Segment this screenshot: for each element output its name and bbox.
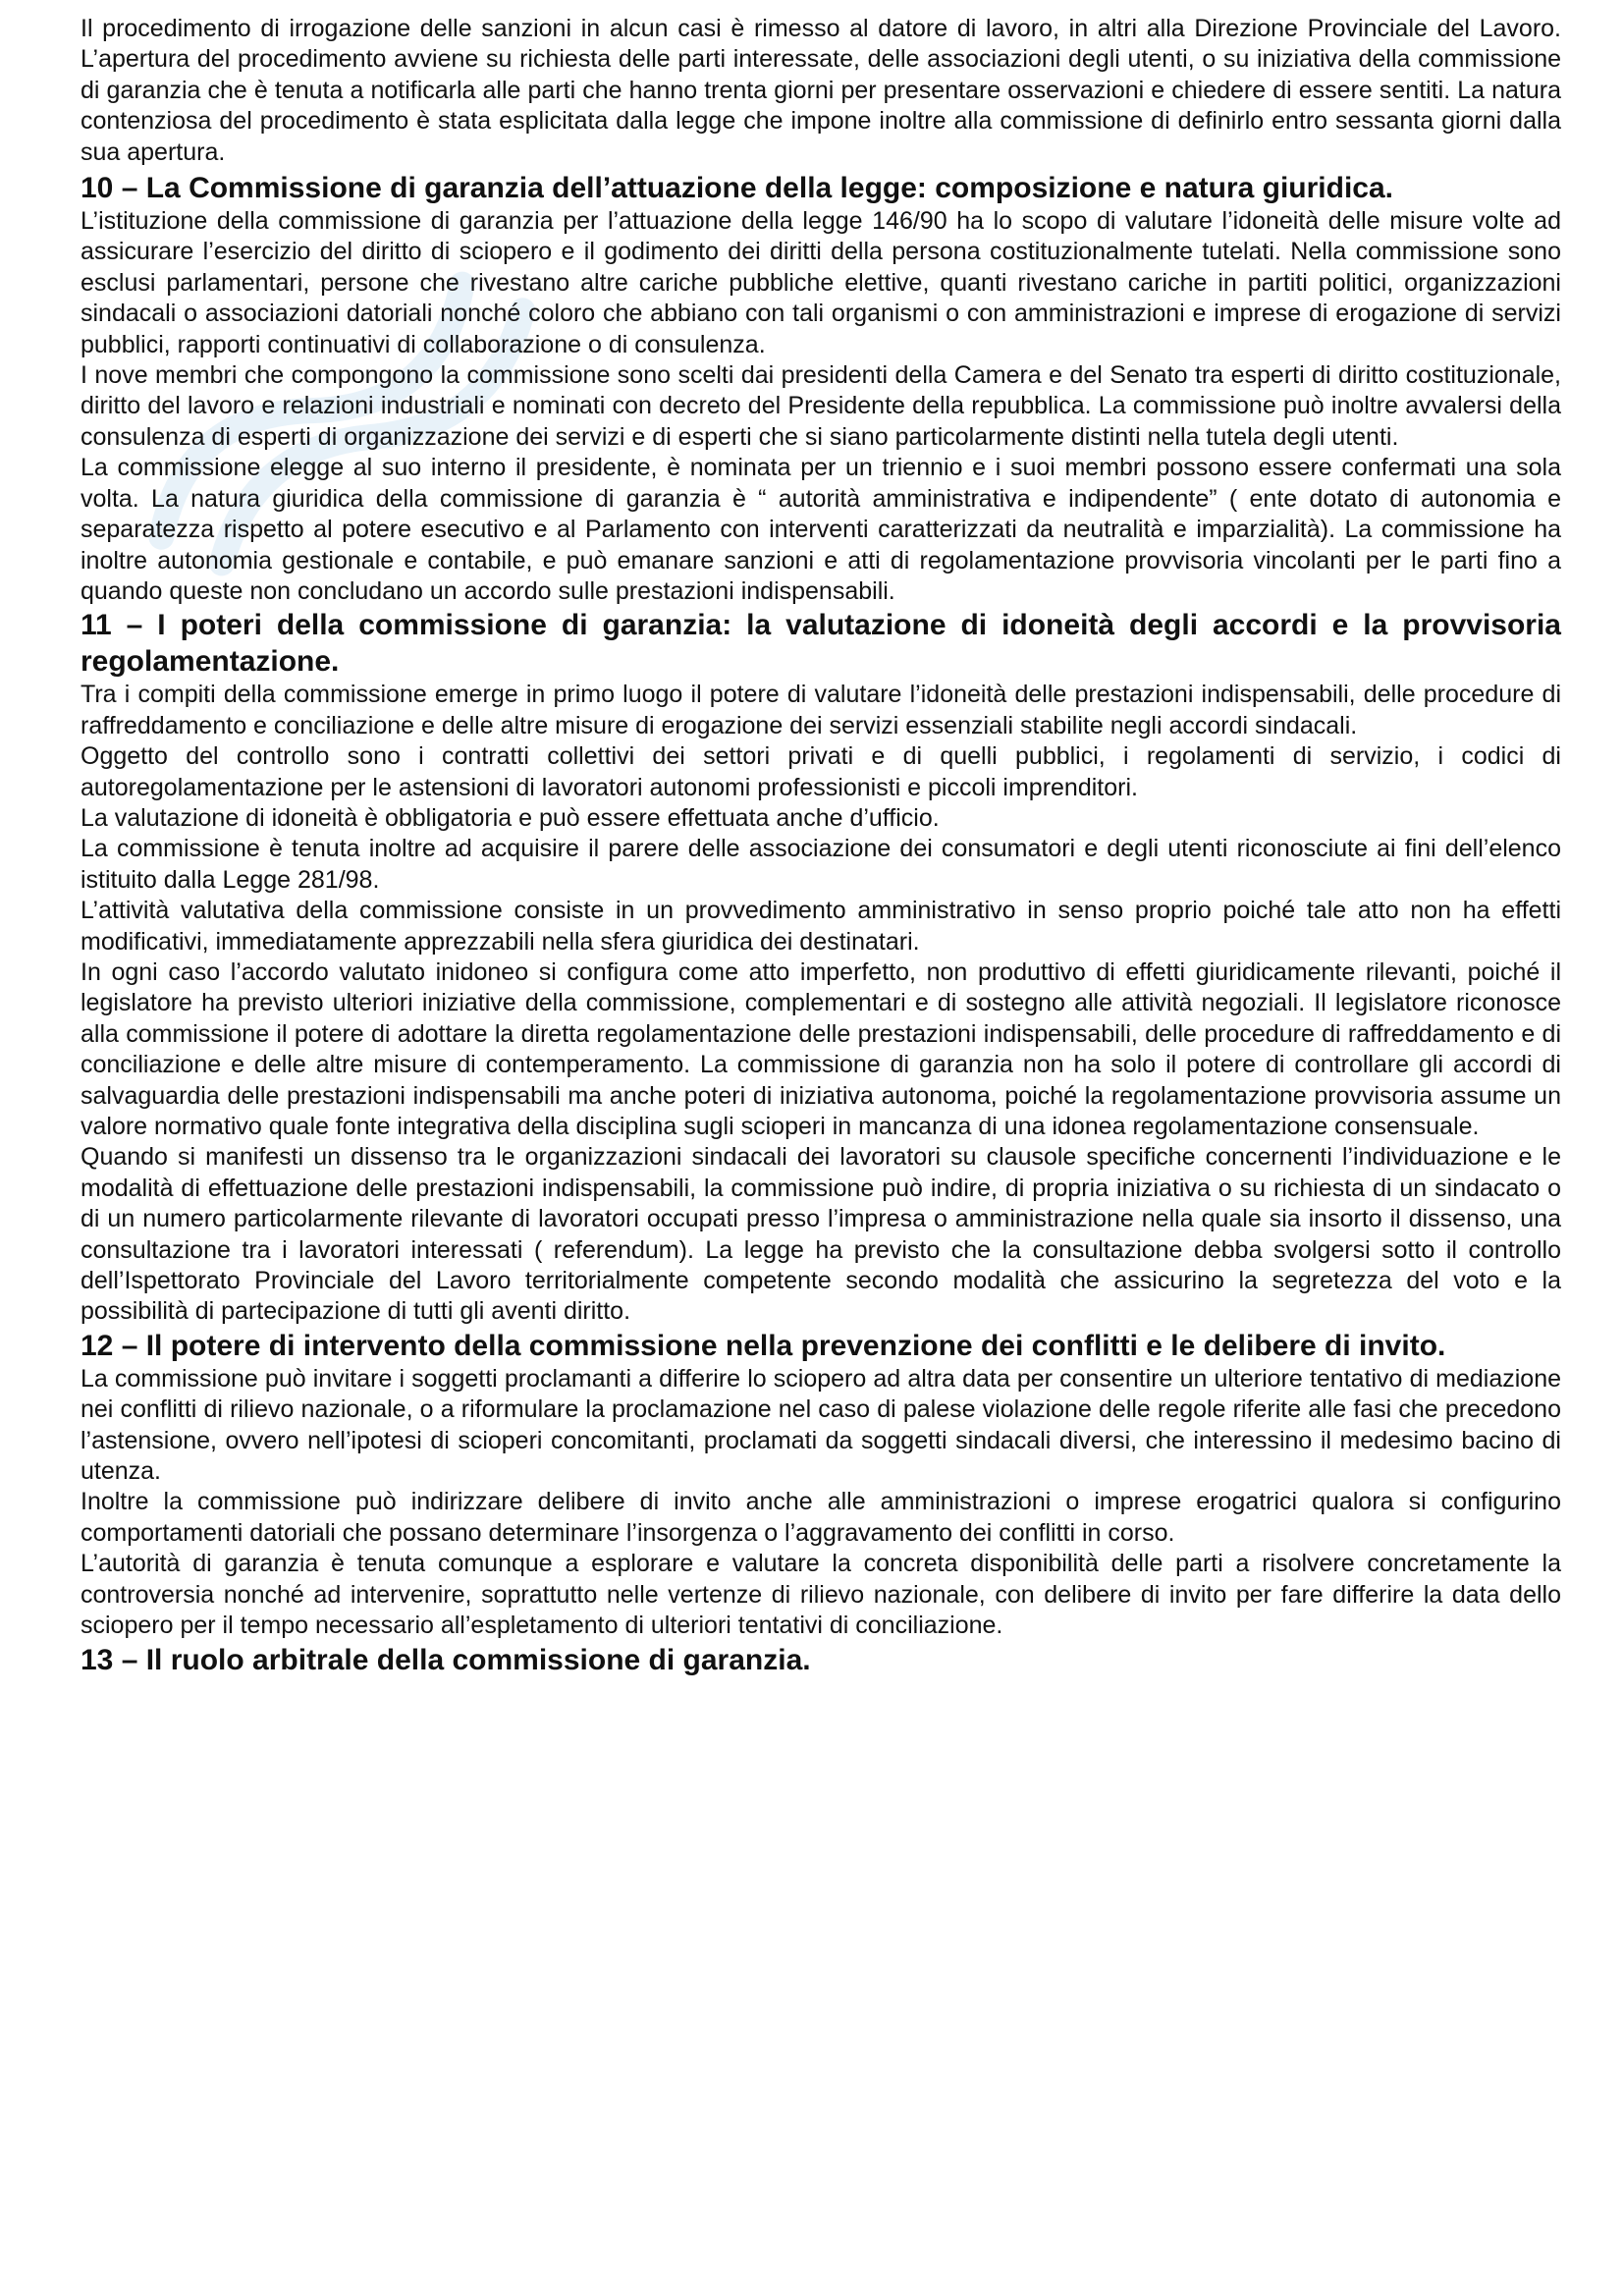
document-page xyxy=(81,14,1561,1678)
paragraph-11-7: Quando si manifesti un dissenso tra le organizzazioni sindacali dei lavoratori su clausole specifiche concernenti l’individuazione e le modalità di effettuazione delle prestazioni indispensabili, la commissione può indire, di propria iniziativa o su richiesta di un sindacato o di un numero particolarmente rilevante di lavoratori occupati presso l’impresa o amministrazione nella quale sia insorto il dissenso, una consultazione tra i lavoratori interessati ( referendum). La legge ha previsto che la consultazione debba svolgersi sotto il controllo dell’Ispettorato Provinciale del Lavoro territorialmente competente secondo modalità che assicurino la segretezza del voto e la possibilità di partecipazione di tutti gli aventi diritto. xyxy=(81,1143,1561,1326)
paragraph-11-2: Oggetto del controllo sono i contratti collettivi dei settori privati e di quelli pubblici, i regolamenti di servizio, i codici di autoregolamentazione per le astensioni di lavoratori autonomi professionisti e piccoli imprenditori. xyxy=(81,742,1561,801)
paragraph-intro: Il procedimento di irrogazione delle sanzioni in alcun casi è rimesso al datore di lavoro, in altri alla Direzione Provinciale del Lavoro. L’apertura del procedimento avviene su richiesta delle parti interessate, delle associazioni degli utenti, o su iniziativa della commissione di garanzia che è tenuta a notificarla alle parti che hanno trenta giorni per presentare osservazioni e chiedere di essere sentiti. La natura contenziosa del procedimento è stata esplicitata dalla legge che impone inoltre alla commissione di definirlo entro sessanta giorni dalla sua apertura. xyxy=(81,15,1561,166)
paragraph-10-3: La commissione elegge al suo interno il presidente, è nominata per un triennio e i suoi membri possono essere confermati una sola volta. La natura giuridica della commissione di garanzia è “ autorità amministrativa e indipendente” ( ente dotato di autonomia e separatezza rispetto al potere esecutivo e al Parlamento con interventi caratterizzati da neutralità e imparzialità). La commissione ha inoltre autonomia gestionale e contabile, e può emanare sanzioni e atti di regolamentazione provvisoria vincolanti per le parti fino a quando queste non concludano un accordo sulle prestazioni indispensabili. xyxy=(81,454,1561,605)
paragraph-12-3: L’autorità di garanzia è tenuta comunque a esplorare e valutare la concreta disponibilità delle parti a risolvere concretamente la controversia nonché ad intervenire, soprattutto nelle vertenze di rilievo nazionale, con delibere di invito per fare differire la data dello sciopero per il tempo necessario all’espletamento di ulteriori tentativi di conciliazione. xyxy=(81,1550,1561,1640)
paragraph-11-6: In ogni caso l’accordo valutato inidoneo si configura come atto imperfetto, non produttivo di effetti giuridicamente rilevanti, poiché il legislatore ha previsto ulteriori iniziative della commissione, complementari e di sostegno alle attività negoziali. Il legislatore riconosce alla commissione il potere di adottare la diretta regolamentazione delle prestazioni indispensabili, delle procedure di raffreddamento e di conciliazione e delle altre misure di contemperamento. La commissione di garanzia non ha solo il potere di controllare gli accordi di salvaguardia delle prestazioni indispensabili ma anche poteri di iniziativa autonoma, poiché la regolamentazione provvisoria assume un valore normativo quale fonte integrativa della disciplina sugli scioperi in mancanza di una idonea regolamentazione consensuale. xyxy=(81,957,1561,1140)
heading-section-13: 13 – Il ruolo arbitrale della commissione di garanzia. xyxy=(81,1643,811,1676)
heading-section-10: 10 – La Commissione di garanzia dell’attuazione della legge: composizione e natura giuridica. xyxy=(81,172,1393,205)
paragraph-12-1: La commissione può invitare i soggetti proclamanti a differire lo sciopero ad altra data per consentire un ulteriore tentativo di mediazione nei conflitti di rilievo nazionale, o a riformulare la proclamazione nel caso di palese violazione delle regole riferite alle fasi che precedono l’astensione, ovvero nell’ipotesi di scioperi concomitanti, proclamati da soggetti sindacali diversi, che interessino il medesimo bacino di utenza. xyxy=(81,1364,1561,1486)
paragraph-12-2: Inoltre la commissione può indirizzare delibere di invito anche alle amministrazioni o imprese erogatrici qualora si configurino comportamenti datoriali che possano determinare l’insorgenza o l’aggravamento dei conflitti in corso. xyxy=(81,1488,1561,1547)
paragraph-10-1: L’istituzione della commissione di garanzia per l’attuazione della legge 146/90 ha lo scopo di valutare l’idoneità delle misure volte ad assicurare l’esercizio del diritto di sciopero e il godimento dei diritti della persona costituzionalmente tutelati. Nella commissione sono esclusi parlamentari, persone che rivestano altre cariche pubbliche elettive, quanti rivestano cariche in partiti politici, organizzazioni sindacali o associazioni datoriali nonché coloro che abbiano con tali organismi o con amministrazioni e imprese di erogazione di servizi pubblici, rapporti continuativi di collaborazione o di consulenza. xyxy=(81,207,1561,358)
paragraph-10-2: I nove membri che compongono la commissione sono scelti dai presidenti della Camera e del Senato tra esperti di diritto costituzionale, diritto del lavoro e relazioni industriali e nominati con decreto del Presidente della repubblica. La commissione può inoltre avvalersi della consulenza di esperti di organizzazione dei servizi e di esperti che si siano particolarmente distinti nella tutela degli utenti. xyxy=(81,361,1561,451)
paragraph-11-5: L’attività valutativa della commissione consiste in un provvedimento amministrativo in senso proprio poiché tale atto non ha effetti modificativi, immediatamente apprezzabili nella sfera giuridica dei destinatari. xyxy=(81,897,1561,956)
paragraph-11-4: La commissione è tenuta inoltre ad acquisire il parere delle associazione dei consumatori e degli utenti riconosciute ai fini dell’elenco istituito dalla Legge 281/98. xyxy=(81,835,1561,894)
heading-section-11: 11 – I poteri della commissione di garanzia: la valutazione di idoneità degli accordi e la provvisoria regolamentazione. xyxy=(81,609,1561,679)
heading-section-12: 12 – Il potere di intervento della commissione nella prevenzione dei conflitti e le delibere di invito. xyxy=(81,1329,1446,1362)
paragraph-11-3: La valutazione di idoneità è obbligatoria e può essere effettuata anche d’ufficio. xyxy=(81,803,940,832)
paragraph-11-1: Tra i compiti della commissione emerge in primo luogo il potere di valutare l’idoneità delle prestazioni indispensabili, delle procedure di raffreddamento e conciliazione e delle altre misure di erogazione dei servizi essenziali stabilite negli accordi sindacali. xyxy=(81,681,1561,739)
